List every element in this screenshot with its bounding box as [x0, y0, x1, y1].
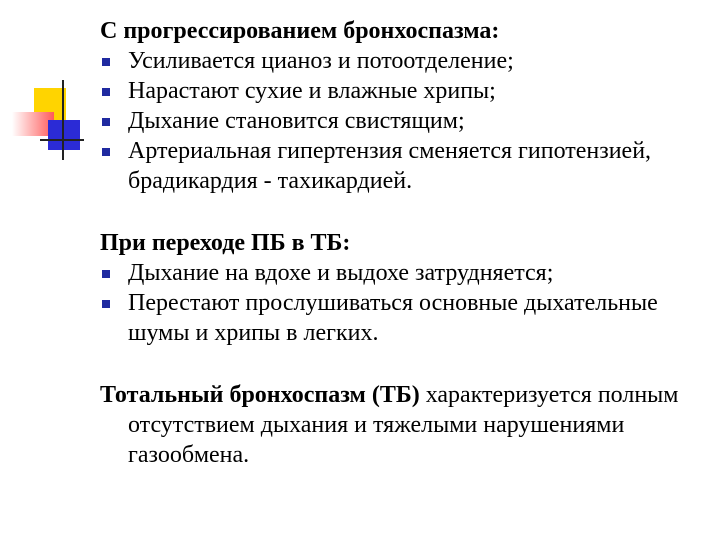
square-bullet-icon [102, 148, 110, 156]
decor-horizontal-line [40, 139, 84, 141]
decor-vertical-line [62, 80, 64, 160]
list-item-text: Артериальная гипертензия сменяется гипотензией, брадикардия - тахикардией. [128, 138, 652, 194]
list-item [100, 288, 712, 348]
list-item-text: Дыхание на вдохе и выдохе затрудняется; [128, 260, 554, 286]
list-item [100, 136, 712, 196]
square-bullet-icon [102, 300, 110, 308]
spacer [100, 196, 712, 228]
list-item [100, 258, 712, 288]
list-item-text: Усиливается цианоз и потоотделение; [128, 48, 514, 74]
decor-blue-square [48, 120, 80, 150]
square-bullet-icon [102, 88, 110, 96]
list-item-text: Перестают прослушиваться основные дыхательные шумы и хрипы в легких. [128, 290, 658, 346]
definition-paragraph [100, 380, 712, 470]
section2-list [100, 258, 712, 348]
list-item [100, 46, 712, 76]
square-bullet-icon [102, 270, 110, 278]
section1-list [100, 46, 712, 196]
section2-heading: При переходе ПБ в ТБ: [100, 230, 351, 256]
definition-term: Тотальный бронхоспазм (ТБ) [100, 382, 420, 408]
definition-text: характеризуется полным отсутствием дыхания и тяжелыми нарушениями газообмена. [128, 382, 679, 468]
square-bullet-icon [102, 118, 110, 126]
list-item-text: Нарастают сухие и влажные хрипы; [128, 78, 496, 104]
section1-heading: С прогрессированием бронхоспазма: [100, 18, 500, 44]
list-item [100, 76, 712, 106]
list-item-text: Дыхание становится свистящим; [128, 108, 465, 134]
square-bullet-icon [102, 58, 110, 66]
slide-content [100, 16, 712, 470]
spacer [100, 348, 712, 380]
list-item [100, 106, 712, 136]
